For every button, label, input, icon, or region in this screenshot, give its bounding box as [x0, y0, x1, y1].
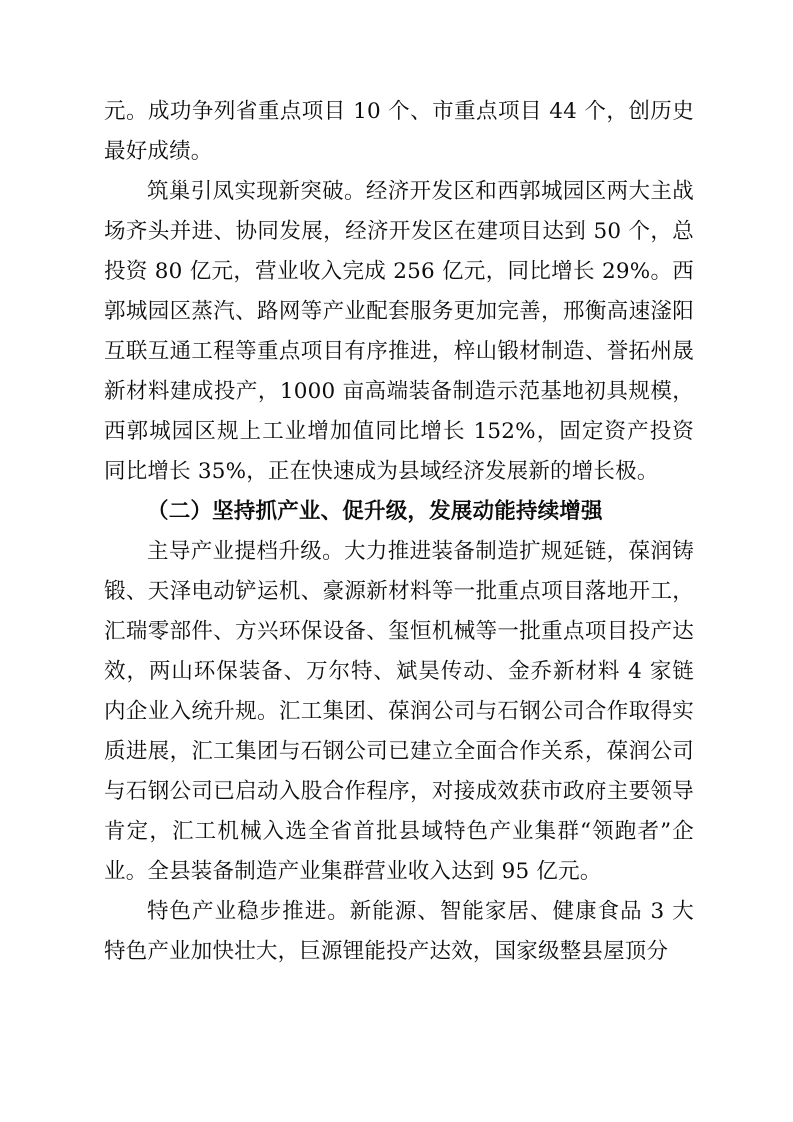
paragraph-special-industry: 特色产业稳步推进。新能源、智能家居、健康食品 3 大特色产业加快壮大，巨源锂能投产达效，国家级整县屋顶分 — [104, 899, 694, 964]
paragraph-continued: 元。成功争列省重点项目 10 个、市重点项目 44 个，创历史最好成绩。 — [104, 99, 694, 164]
document-body — [104, 92, 694, 972]
section-heading: （二）坚持抓产业、促升级，发展动能持续增强 — [147, 499, 603, 524]
paragraph-core-industry: 主导产业提档升级。大力推进装备制造扩规延链，葆润铸锻、天泽电动铲运机、豪源新材料等一批重点项目落地开工，汇瑞零部件、方兴环保设备、玺恒机械等一批重点项目投产达效，两山环保装备、万尔特、斌昊传动、金乔新材料 4 家链内企业入统升规。汇工集团、葆润公司与石钢公司合作取得实质进展，汇工集团与石钢公司已建立全面合作关系，葆润公司与石钢公司已启动入股合作程序，对接成效获市政府主要领导肯定，汇工机械入选全省首批县域特色产业集群“领跑者”企业。全县装备制造产业集群营业收入达到 95 亿元。 — [104, 539, 694, 884]
paragraph-investment-zone: 筑巢引凤实现新突破。经济开发区和西郭城园区两大主战场齐头并进、协同发展，经济开发区在建项目达到 50 个，总投资 80 亿元，营业收入完成 256 亿元，同比增长 29%。西郭城园区蒸汽、路网等产业配套服务更加完善，邢衡高速滏阳互联互通工程等重点项目有序推进，梓山锻材制造、誉拓州晟新材料建成投产，1000 亩高端装备制造示范基地初具规模，西郭城园区规上工业增加值同比增长 152%，固定资产投资同比增长 35%，正在快速成为县域经济发展新的增长极。 — [104, 179, 694, 484]
